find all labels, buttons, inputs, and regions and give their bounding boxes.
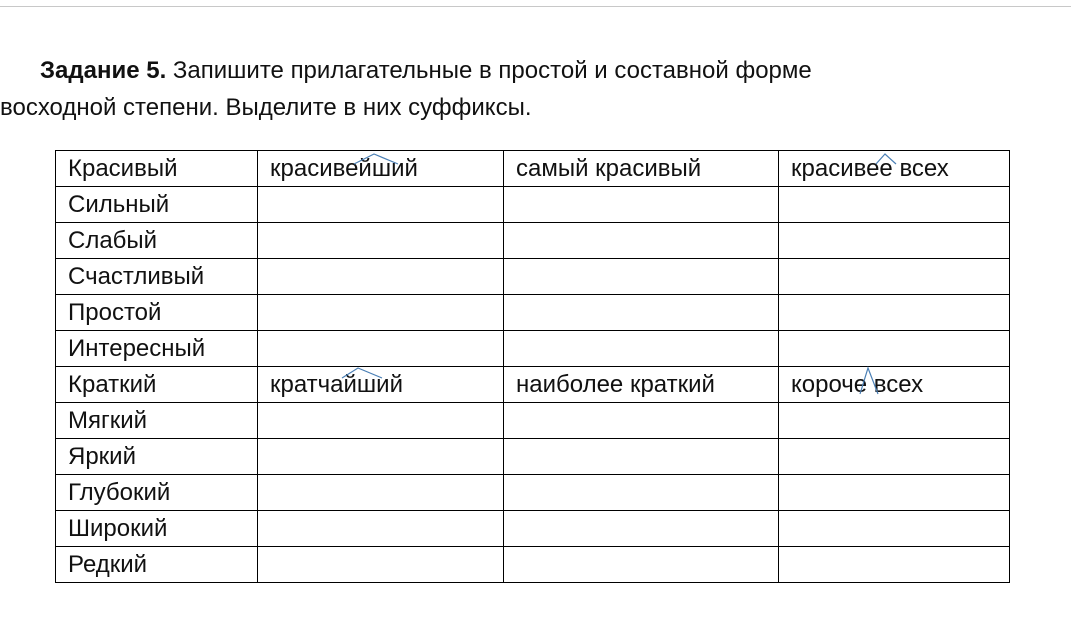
- superlative-simple-cell: [258, 475, 504, 511]
- table-row: [56, 475, 1010, 511]
- table-row: [56, 547, 1010, 583]
- superlative-compound-cell: [504, 475, 779, 511]
- superlative-simple-cell: [258, 403, 504, 439]
- adjective-base-cell: Красивый: [56, 151, 258, 187]
- table-row: [56, 223, 1010, 259]
- superlative-simple-cell: [258, 259, 504, 295]
- adjective-base-cell: Сильный: [56, 187, 258, 223]
- top-divider: [0, 6, 1071, 7]
- superlative-compound-cell: [504, 403, 779, 439]
- comparative-all-cell: [779, 295, 1010, 331]
- comparative-all-cell: [779, 403, 1010, 439]
- superlative-simple-cell: кратчайший: [258, 367, 504, 403]
- adjective-base-cell: Краткий: [56, 367, 258, 403]
- table-row: [56, 331, 1010, 367]
- superlative-simple-cell: [258, 331, 504, 367]
- adjective-base-cell: Счастливый: [56, 259, 258, 295]
- adjective-base-cell: Простой: [56, 295, 258, 331]
- task-line-1: [0, 52, 1060, 89]
- table-row: [56, 187, 1010, 223]
- superlative-simple-cell: красивейший: [258, 151, 504, 187]
- adjective-base-cell: Яркий: [56, 439, 258, 475]
- comparative-all-cell: [779, 259, 1010, 295]
- superlative-compound-cell: [504, 295, 779, 331]
- superlative-compound-cell: [504, 223, 779, 259]
- comparative-all-cell: красивее всех: [779, 151, 1010, 187]
- comparative-all-cell: короче всех: [779, 367, 1010, 403]
- task-statement: [0, 52, 1060, 126]
- adjective-base-cell: Интересный: [56, 331, 258, 367]
- adjectives-table: [55, 150, 1010, 583]
- table-row: [56, 403, 1010, 439]
- comparative-all-cell: [779, 475, 1010, 511]
- table-row: [56, 439, 1010, 475]
- comparative-all-cell: [779, 223, 1010, 259]
- superlative-simple-cell: [258, 187, 504, 223]
- comparative-all-cell: [779, 187, 1010, 223]
- table-body: [56, 151, 1010, 583]
- superlative-compound-cell: [504, 547, 779, 583]
- comparative-all-cell: [779, 547, 1010, 583]
- superlative-simple-cell: [258, 439, 504, 475]
- superlative-simple-cell: [258, 223, 504, 259]
- superlative-simple-cell: [258, 547, 504, 583]
- superlative-compound-cell: [504, 187, 779, 223]
- superlative-compound-cell: наиболее краткий: [504, 367, 779, 403]
- superlative-compound-cell: [504, 259, 779, 295]
- adjective-base-cell: Глубокий: [56, 475, 258, 511]
- table-row: [56, 367, 1010, 403]
- table-row: [56, 511, 1010, 547]
- task-text-line-2: восходной степени. Выделите в них суффиксы.: [0, 94, 532, 121]
- comparative-all-cell: [779, 439, 1010, 475]
- comparative-all-cell: [779, 511, 1010, 547]
- task-line-2: [0, 89, 1060, 126]
- adjective-base-cell: Широкий: [56, 511, 258, 547]
- superlative-compound-cell: [504, 439, 779, 475]
- superlative-compound-cell: [504, 331, 779, 367]
- table-row: [56, 259, 1010, 295]
- adjective-base-cell: Слабый: [56, 223, 258, 259]
- adjective-base-cell: Редкий: [56, 547, 258, 583]
- task-heading: Задание 5.: [40, 57, 167, 84]
- table-row: [56, 151, 1010, 187]
- task-text-line-1: Запишите прилагательные в простой и составной форме: [166, 57, 812, 84]
- table-row: [56, 295, 1010, 331]
- comparative-all-cell: [779, 331, 1010, 367]
- adjective-base-cell: Мягкий: [56, 403, 258, 439]
- superlative-simple-cell: [258, 295, 504, 331]
- superlative-simple-cell: [258, 511, 504, 547]
- superlative-compound-cell: самый красивый: [504, 151, 779, 187]
- superlative-compound-cell: [504, 511, 779, 547]
